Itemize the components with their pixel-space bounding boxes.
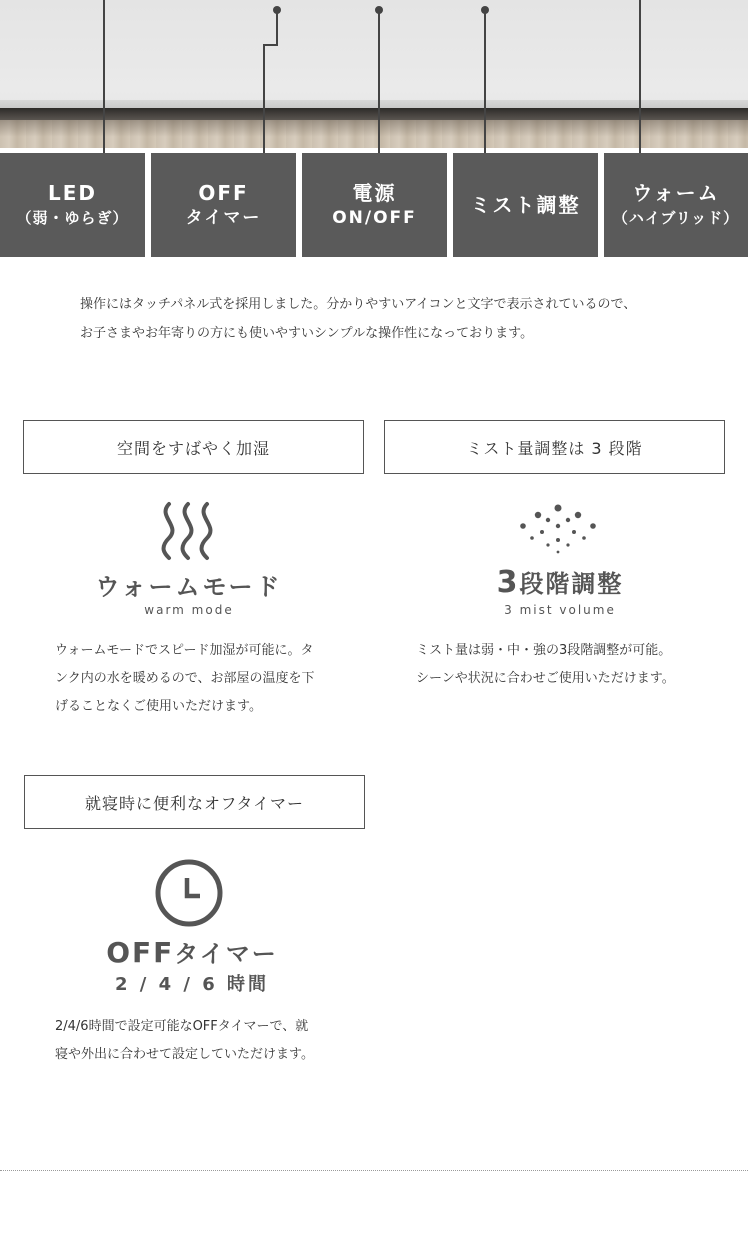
led-button[interactable] — [0, 153, 145, 257]
feature-heading-mist — [384, 420, 725, 474]
warm-button[interactable] — [604, 153, 748, 257]
clock-icon — [154, 858, 224, 928]
control-panel-buttons — [0, 153, 748, 257]
timer-description — [55, 1013, 314, 1069]
steam-waves-icon — [155, 500, 221, 562]
warm-desc-line: ウォームモードでスピード加湿が可能に。タ — [55, 643, 314, 658]
feature-heading-warm-text: 空間をすばやく加湿 — [116, 438, 270, 458]
warm-mode-description — [55, 637, 314, 721]
power-button[interactable] — [302, 153, 447, 257]
off-timer-button-label: OFF — [198, 181, 249, 205]
intro-line-2: お子さまやお年寄りの方にも使いやすいシンプルな操作性になっております。 — [80, 326, 534, 341]
mist-desc-line: ミスト量は弱・中・強の3段階調整が可能。 — [416, 643, 672, 658]
power-button-sublabel: ON/OFF — [332, 208, 417, 228]
callout-lines — [0, 0, 748, 160]
mist-title-number: 3 — [496, 565, 520, 600]
callout-dot-off-timer — [273, 6, 281, 14]
warm-desc-line: げることなくご使用いただけます。 — [55, 699, 262, 714]
mist-subtitle: 3 mist volume — [504, 603, 616, 617]
mist-adjust-button-label: ミスト調整 — [470, 193, 581, 217]
feature-heading-warm — [23, 420, 364, 474]
feature-heading-timer — [24, 775, 365, 829]
intro-line-1: 操作にはタッチパネル式を採用しました。分かりやすいアイコンと文字で表示されているので、 — [80, 297, 637, 312]
warm-desc-line: ンク内の水を暖めるので、お部屋の温度を下 — [55, 671, 315, 686]
warm-button-label: ウォーム — [632, 181, 720, 205]
intro-text — [80, 290, 700, 348]
timer-desc-line: 寝や外出に合わせて設定していただけます。 — [55, 1047, 314, 1062]
timer-title — [90, 934, 294, 969]
timer-title-text: タイマー — [174, 940, 278, 968]
callout-line-off-timer — [264, 10, 277, 153]
warm-mode-title: ウォームモード — [95, 573, 283, 601]
warm-mode-subtitle: warm mode — [144, 603, 234, 617]
feature-heading-timer-text: 就寝時に便利なオフタイマー — [84, 793, 305, 813]
section-divider — [0, 1170, 748, 1171]
callout-dot-mist — [481, 6, 489, 14]
warm-button-sublabel: （ハイブリッド） — [612, 209, 740, 227]
timer-subtitle: 2 / 4 / 6 時間 — [114, 974, 270, 995]
off-timer-button[interactable] — [151, 153, 296, 257]
mist-title — [460, 564, 660, 600]
mist-title-text: 段階調整 — [519, 570, 624, 598]
off-timer-button-sublabel: タイマー — [185, 208, 262, 228]
timer-desc-line: 2/4/6時間で設定可能なOFFタイマーで、就 — [55, 1019, 309, 1034]
led-button-label: LED — [47, 181, 97, 205]
led-button-sublabel: （弱・ゆらぎ） — [16, 209, 129, 227]
mist-adjust-button[interactable] — [453, 153, 598, 257]
power-button-label: 電源 — [352, 181, 397, 205]
mist-dots-icon — [518, 502, 598, 560]
timer-title-off: OFF — [106, 936, 175, 969]
feature-heading-mist-text: ミスト量調整は 3 段階 — [466, 438, 643, 458]
mist-desc-line: シーンや状況に合わせご使用いただけます。 — [416, 671, 675, 686]
mist-description — [416, 637, 675, 693]
callout-dot-power — [375, 6, 383, 14]
